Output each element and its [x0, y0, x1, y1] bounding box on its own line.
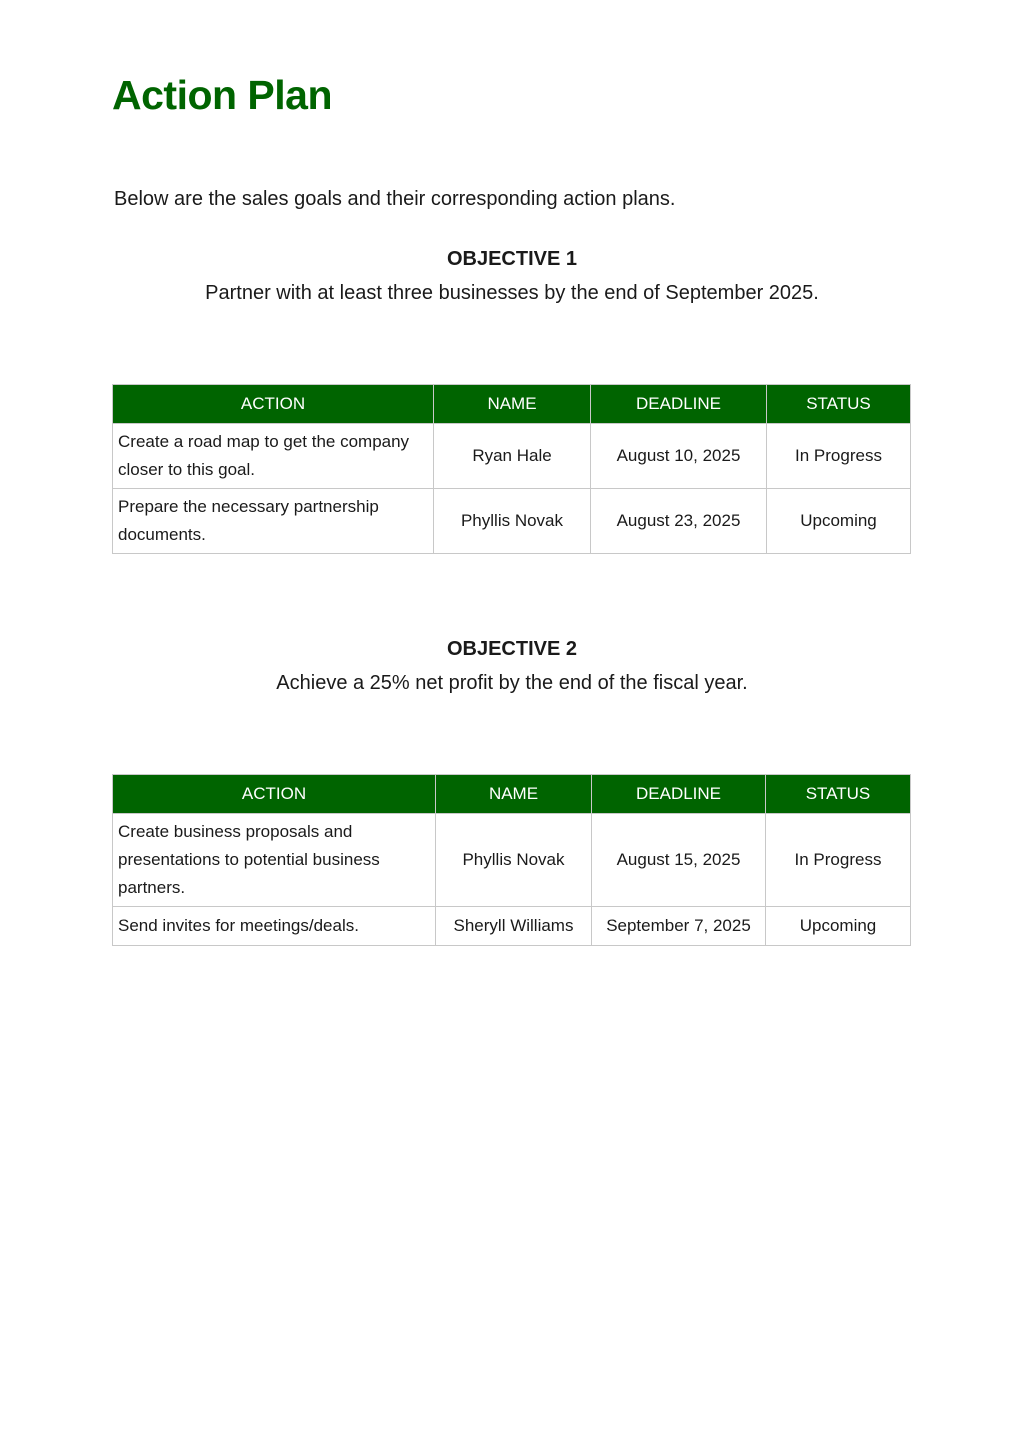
objective-2-table [112, 774, 911, 946]
deadline-cell: August 23, 2025 [591, 489, 767, 554]
column-header-action: ACTION [113, 385, 434, 424]
action-cell: Prepare the necessary partnership documents. [113, 489, 434, 554]
column-header-status: STATUS [766, 775, 911, 814]
page-title: Action Plan [112, 72, 333, 118]
status-cell: Upcoming [767, 489, 911, 554]
objective-1-text: Partner with at least three businesses by the end of September 2025. [205, 282, 819, 304]
table-header-row [113, 385, 911, 424]
intro-text: Below are the sales goals and their corresponding action plans. [114, 188, 676, 210]
column-header-status: STATUS [767, 385, 911, 424]
table-header-row [113, 775, 911, 814]
column-header-deadline: DEADLINE [592, 775, 766, 814]
objective-2-heading: OBJECTIVE 2 [446, 638, 578, 660]
name-cell: Sheryll Williams [436, 907, 592, 946]
table-row [113, 489, 911, 554]
name-cell: Ryan Hale [434, 424, 591, 489]
table-row [113, 424, 911, 489]
status-cell: In Progress [766, 814, 911, 907]
name-cell: Phyllis Novak [436, 814, 592, 907]
column-header-name: NAME [434, 385, 591, 424]
deadline-cell: August 15, 2025 [592, 814, 766, 907]
column-header-action: ACTION [113, 775, 436, 814]
action-cell: Send invites for meetings/deals. [113, 907, 436, 946]
objective-1-heading: OBJECTIVE 1 [446, 248, 578, 270]
action-cell: Create business proposals and presentations to potential business partners. [113, 814, 436, 907]
deadline-cell: September 7, 2025 [592, 907, 766, 946]
status-cell: In Progress [767, 424, 911, 489]
table-row [113, 814, 911, 907]
objective-1-section [112, 246, 912, 306]
deadline-cell: August 10, 2025 [591, 424, 767, 489]
name-cell: Phyllis Novak [434, 489, 591, 554]
objective-2-text: Achieve a 25% net profit by the end of the fiscal year. [276, 672, 748, 694]
objective-2-section [112, 636, 912, 696]
action-cell: Create a road map to get the company closer to this goal. [113, 424, 434, 489]
table-row [113, 907, 911, 946]
column-header-name: NAME [436, 775, 592, 814]
status-cell: Upcoming [766, 907, 911, 946]
objective-1-table [112, 384, 911, 554]
column-header-deadline: DEADLINE [591, 385, 767, 424]
